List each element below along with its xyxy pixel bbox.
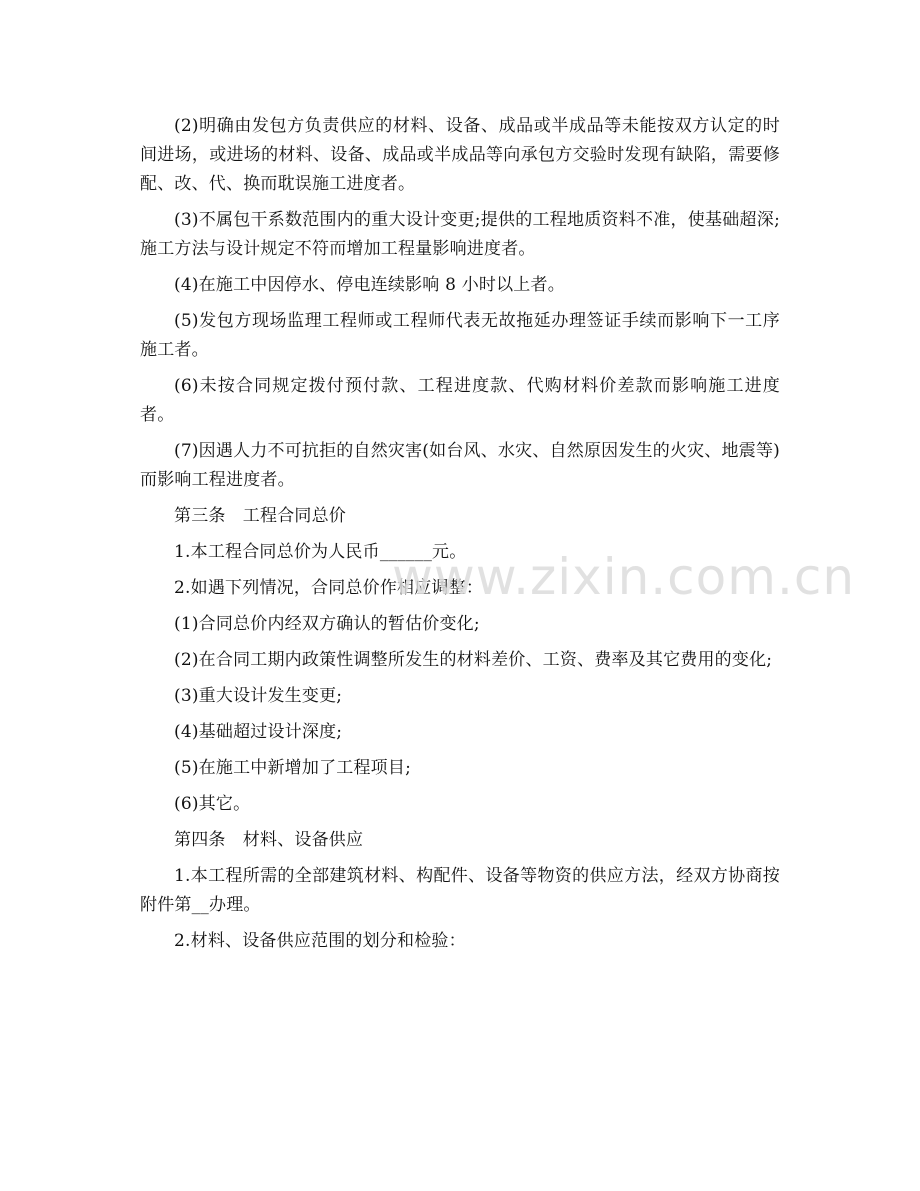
paragraph-clause-2: (2)明确由发包方负责供应的材料、设备、成品或半成品等未能按双方认定的时间进场，或进场的材料、设备、成品或半成品等向承包方交验时发现有缺陷，需要修配、改、代、换而耽误施工进度者。: [140, 116, 780, 194]
paragraph-clause-6: (6)未按合同规定拨付预付款、工程进度款、代购材料价差款而影响施工进度者。: [140, 376, 780, 425]
paragraph-supply-scope: 2.材料、设备供应范围的划分和检验：: [174, 931, 466, 951]
section-heading-article-3: 第三条 工程合同总价: [174, 506, 346, 526]
paragraph-material-supply: 1.本工程所需的全部建筑材料、构配件、设备等物资的供应方法，经双方协商按附件第__办理。: [140, 866, 780, 915]
list-item-adjust-6: (6)其它。: [174, 794, 251, 814]
paragraph-clause-7: (7)因遇人力不可抗拒的自然灾害(如台风、水灾、自然原因发生的火灾、地震等)而影响工程进度者。: [140, 441, 780, 490]
watermark: www.zixin.com.cn: [392, 548, 856, 606]
list-item-adjust-5: (5)在施工中新增加了工程项目;: [174, 758, 412, 778]
list-item-adjust-3: (3)重大设计发生变更;: [174, 686, 343, 706]
list-item-adjust-1: (1)合同总价内经双方确认的暂估价变化;: [174, 614, 480, 634]
paragraph-clause-5: (5)发包方现场监理工程师或工程师代表无故拖延办理签证手续而影响下一工序施工者。: [140, 311, 780, 360]
paragraph-price-adjustment: 2.如遇下列情况，合同总价作相应调整：: [174, 578, 484, 598]
document-body: [140, 112, 780, 963]
list-item-adjust-4: (4)基础超过设计深度;: [174, 722, 343, 742]
list-item-adjust-2: (2)在合同工期内政策性调整所发生的材料差价、工资、费率及其它费用的变化;: [174, 650, 773, 670]
paragraph-clause-3: (3)不属包干系数范围内的重大设计变更;提供的工程地质资料不准，使基础超深;施工方法与设计规定不符而增加工程量影响进度者。: [140, 210, 780, 259]
paragraph-total-price: 1.本工程合同总价为人民币______元。: [174, 542, 467, 562]
paragraph-clause-4: (4)在施工中因停水、停电连续影响 8 小时以上者。: [174, 275, 565, 295]
section-heading-article-4: 第四条 材料、设备供应: [174, 830, 364, 850]
